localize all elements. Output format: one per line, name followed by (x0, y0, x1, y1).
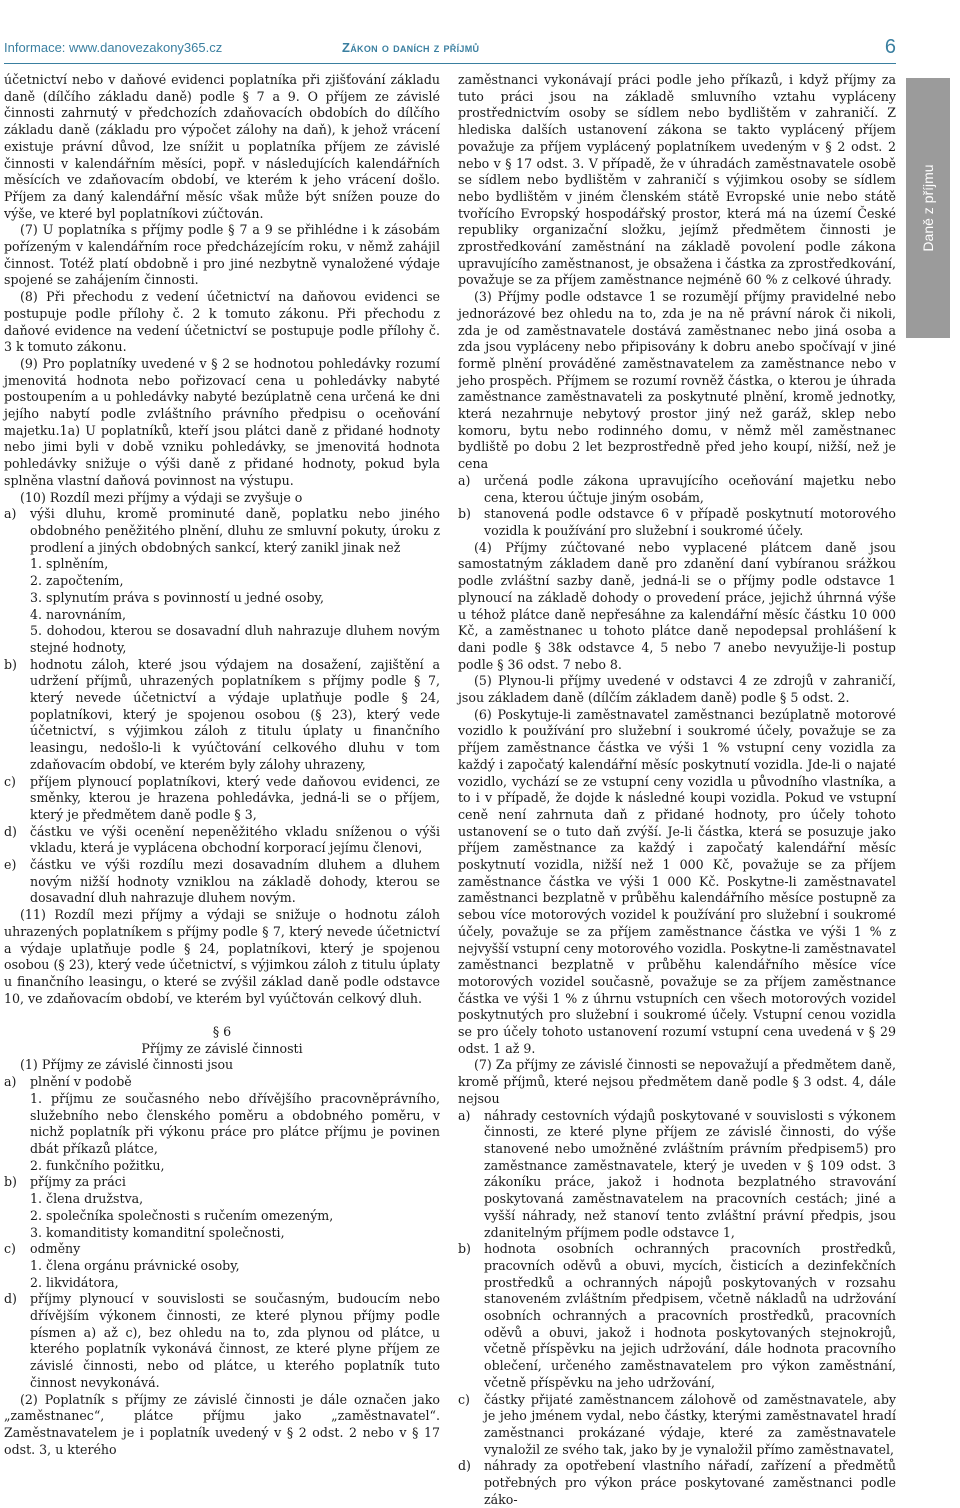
list-item-label: b) (458, 1241, 471, 1257)
section-gap (4, 1007, 440, 1024)
list-item (4, 1291, 440, 1391)
paragraph: (9) Pro poplatníky uvedené v § 2 se hodnotou pohledávky rozumí jmenovitá hodnota nebo pořizovací cena u pohledávky nabyté postoupením a u pohledávky nabyté bezúplatně cena určená ke dni jejího nabytí podle zvláštního právního předpisu o oceňování majetku.1a) U poplatníků, kteří jsou plátci daně z přidané hodnoty nebo jimi byli v době vzniku pohledávky, se jmenovitá hodnota pohledávky snižuje o výši daně z přidané hodnoty, pokud byla splněna vlastní daňová povinnost na výstupu. (4, 355, 440, 488)
sub-item: 3. komanditisty komanditní společnosti, (30, 1224, 285, 1240)
right-column (458, 72, 896, 1508)
paragraph: (8) Při přechodu z vedení účetnictví na daňovou evidenci se postupuje podle přílohy č. 2 k tomuto zákonu. Při přechodu z daňové evidence na vedení účetnictví se postupuje podle přílohy č. 3 k tomuto zákonu. (4, 289, 440, 355)
list-item (4, 774, 440, 824)
list-item-label: a) (4, 506, 17, 522)
paragraph: (7) Za příjmy ze závislé činnosti se nepovažují a předmětem daně, kromě příjmů, které nejsou předmětem daně podle § 3 odst. 4, dále nejsou (458, 1057, 896, 1106)
list-item-text: náhrady cestovních výdajů poskytované v souvislosti s výkonem činnosti, ze které plyne příjem ze závislé činnosti, do výše stanovené nebo umožněné zvláštním právním předpisem5) pro zaměstnance zaměstnavatele, který je uveden v § 109 odst. 3 zákoníku práce, jakož i hodnota bezplatného stravování poskytovaná zaměstnavatelem na pracovních cestách; jiné a vyšší náhrady, než stanoví tento zvláštní právní předpis, jsou zdanitelným příjmem podle odstavce 1, (484, 1107, 896, 1240)
paragraph: účetnictví nebo v daňové evidenci poplatníka při zjišťování základu daně (dílčího základu daně) podle § 7 a 9. O příjem ze závislé činnosti zahrnutý v předchozích zdaňovacích obdobích do dílčího základu daně (základu pro výpočet zálohy na daň), k jehož vrácení existuje právní důvod, lze snížit u poplatníka příjem ze závislé činnosti v kalendářním měsíci, popř. v následujících kalendářních měsících ve zdaňovacím období, ve kterém k jeho vrácení došlo. Příjem za daný kalendářní měsíc však může být snížen pouze do výše, ve které byl poplatníkovi zúčtován. (4, 72, 440, 221)
list-item (458, 1108, 896, 1242)
paragraph: (7) U poplatníka s příjmy podle § 7 a 9 se přihlédne i k zásobám pořízeným v kalendářním roce předcházejícím roku, v němž zahájil činnost. Totéž platí obdobně i pro jiné nezbytně vynaložené výdaje spojené se zahájením činnosti. (4, 222, 440, 288)
list-item-label: a) (458, 1107, 471, 1123)
list-item (4, 857, 440, 907)
paragraph: (5) Plynou-li příjmy uvedené v odstavci 4 ze zdrojů v zahraničí, jsou základem daně (dílčím základem daně) podle § 5 odst. 2. (458, 673, 896, 706)
sub-item: 1. příjmu ze současného nebo dřívějšího pracovněprávního, služebního nebo členského poměru a obdobného poměru, v nichž poplatník při výkonu práce pro plátce příjmu je povinen dbát příkazů plátce, (30, 1090, 440, 1156)
sub-item: 3. splynutím práva s povinností u jedné osoby, (30, 589, 325, 605)
list-item (458, 506, 896, 539)
list-item (4, 506, 440, 556)
list-item-text: stanovená podle odstavce 6 v případě poskytnutí motorového vozidla k používání pro služební i soukromé účely. (484, 506, 896, 538)
list-item (4, 824, 440, 857)
list-item-text: náhrady za opotřebení vlastního nářadí, zařízení a předmětů potřebných pro výkon práce poskytované zaměstnanci podle záko- (484, 1458, 896, 1507)
list-item-label: b) (4, 656, 17, 672)
list-item (4, 1174, 440, 1191)
list-item-label: e) (4, 857, 17, 873)
list-item (458, 1458, 896, 1508)
sub-item: 4. narovnáním, (30, 606, 127, 622)
sub-item: 1. člena družstva, (30, 1191, 144, 1207)
list-item-text: příjmy za práci (30, 1174, 126, 1190)
list-item-label: a) (4, 1074, 17, 1090)
list-item-text: příjem plynoucí poplatníkovi, který vede daňovou evidenci, ze směnky, kterou je hrazena pohledávka, jedná-li se o příjem, který je předmětem daně podle § 3, (30, 773, 440, 822)
sub-item: 2. společníka společnosti s ručením omezeným, (30, 1207, 334, 1223)
list-item-label: c) (458, 1391, 470, 1407)
list-item-text: plnění v podobě (30, 1074, 132, 1090)
list-item-label: c) (4, 773, 16, 789)
left-column (4, 72, 440, 1458)
list-item (4, 1241, 440, 1258)
list-item-label: c) (4, 1241, 16, 1257)
page-number: 6 (884, 36, 896, 58)
list-item-label: d) (458, 1458, 471, 1474)
side-tab-label: Daně z příjmu (920, 164, 936, 252)
paragraph: (3) Příjmy podle odstavce 1 se rozumějí příjmy pravidelné nebo jednorázové bez ohledu na to, zda je na ně právní nárok či nikoli, zda je od zaměstnavatele dostává zaměstnanec nebo jiná osoba a zda jsou vypláceny nebo připisovány k dobru anebo spočívají v jiné formě plnění prováděné zaměstnavatelem za zaměstnance nebo v jeho prospěch. Příjmem se rozumí rovněž částka, o kterou je úhrada zaměstnance zaměstnavateli za poskytnuté plnění, kromě jednotky, která nezahrnuje nebytový prostor jiný než garáž, sklep nebo komoru, bytu nebo rodinného domu, v němž měl zaměstnanec bydliště po dobu 2 let bezprostředně před jeho koupí, nižší, než je cena (458, 289, 896, 472)
sub-item: 2. likvidátora, (30, 1274, 119, 1290)
list-item (458, 1241, 896, 1391)
list-item-text: odměny (30, 1241, 81, 1257)
list-item (4, 657, 440, 774)
list-item-text: hodnotu záloh, které jsou výdajem na dosažení, zajištění a udržení příjmů, uhrazených poplatníkem s příjmy podle § 7, který nevede účetnictví a výdaje uplatňuje podle § 24, poplatníkovi, který je spojenou osobou (§ 23), který vede účetnictví, s výjimkou záloh z titulu úplaty u finančního leasingu, nedošlo-li k vyúčtování celkového dluhu v tom zdaňovacím období, ve kterém byly zálohy uhrazeny, (30, 656, 440, 772)
sub-item: 5. dohodou, kterou se dosavadní dluh nahrazuje dluhem novým stejné hodnoty, (30, 623, 440, 655)
header-rule (4, 63, 896, 64)
paragraph: (11) Rozdíl mezi příjmy a výdaji se snižuje o hodnotu záloh uhrazených poplatníkem s příjmy podle § 7, který nevede účetnictví a výdaje uplatňuje podle § 24, poplatníkovi, který je spojenou osobou (§ 23), který vede účetnictví, s výjimkou záloh z titulu úplaty u finančního leasingu, o které se zvýšil základ daně podle odstavce 10, ve zdaňovacím období, ve kterém byl vyúčtován celkový dluh. (4, 907, 440, 1006)
list-item (458, 473, 896, 506)
sub-item: 1. splněním, (30, 556, 109, 572)
list-item-label: d) (4, 1291, 17, 1307)
list-item-text: částku ve výši ocenění nepeněžitého vkladu sníženou o výši vkladu, která je vyplácena obchodní korporací jejímu členovi, (30, 823, 440, 856)
section-heading: § 6 (212, 1024, 232, 1040)
paragraph: (10) Rozdíl mezi příjmy a výdaji se zvyšuje o (20, 489, 303, 505)
list-item (4, 1074, 440, 1091)
list-item (458, 1392, 896, 1459)
list-item-text: částku ve výši rozdílu mezi dosavadním dluhem a dluhem novým nižší hodnoty vzniklou na základě dohody, kterou se dosavadní dluh nahrazuje dluhem novým. (30, 857, 440, 906)
list-item-label: a) (458, 472, 471, 488)
paragraph: (1) Příjmy ze závislé činnosti jsou (20, 1057, 234, 1073)
list-item-text: hodnota osobních ochranných pracovních prostředků, pracovních oděvů a obuvi, mycích, čisticích a dezinfekčních prostředků a ochranných nápojů poskytovaných v rozsahu stanoveném zvláštním předpisem, včetně nákladů na udržování osobních ochranných a pracovních prostředků, pracovních oděvů a obuvi, jakož i hodnota poskytovaných stejnokrojů, včetně příspěvku na jejich udržování, dále hodnota pracovního oblečení, určeného zaměstnavatelem pro výkon zaměstnání, včetně příspěvku na jeho udržování, (484, 1241, 896, 1390)
section-heading: Příjmy ze závislé činnosti (141, 1040, 303, 1056)
header-source: Informace: www.danovezakony365.cz (4, 40, 223, 55)
header-title: Zákon o daních z příjmů (342, 40, 480, 55)
sub-item: 2. funkčního požitku, (30, 1157, 165, 1173)
list-item-text: příjmy plynoucí v souvislosti se současným, budoucím nebo dřívějším výkonem činnosti, ze které plynou příjmy podle písmen a) až c), bez ohledu na to, zda plynou od plátce, u kterého poplatník vykonává činnost, ze které plyne příjem ze závislé činnosti, nebo od plátce, u kterého poplatník tuto činnost nevykonává. (30, 1291, 440, 1390)
sub-item: 2. započtením, (30, 573, 124, 589)
paragraph: (4) Příjmy zúčtované nebo vyplacené plátcem daně jsou samostatným základem daně pro zdanění daní vybíranou srážkou podle zvláštní sazby daně, jedná-li se o příjmy podle odstavce 1 plynoucí na základě dohody o provedení práce, jejichž úhrnná výše u téhož plátce daně nepřesáhne za kalendářní měsíc částku 10 000 Kč, a zaměstnanec u tohoto plátce daně nepodepsal prohlášení k dani podle § 38k odstavce 4, 5 nebo 7 anebo nevyužije-li postup podle § 36 odst. 7 nebo 8. (458, 539, 896, 672)
paragraph: (2) Poplatník s příjmy ze závislé činnosti je dále označen jako „zaměstnanec“, plátce příjmu jako „zaměstnavatel“. Zaměstnavatelem je i poplatník uvedený v § 2 odst. 2 nebo v § 17 odst. 3, u kterého (4, 1391, 440, 1457)
sub-item: 1. člena orgánu právnické osoby, (30, 1257, 240, 1273)
paragraph: (6) Poskytuje-li zaměstnavatel zaměstnanci bezúplatně motorové vozidlo k používání pro služební i soukromé účely, považuje se za příjem zaměstnance částka ve výši 1 % vstupní ceny vozidla za každý i započatý kalendářní měsíc poskytnutí vozidla. Jde-li o najaté vozidlo, vychází se ze vstupní ceny vozidla u původního vlastníka, a to i v případě, že dojde k následné koupi vozidla. Pokud ve vstupní ceně není zahrnuta daň z přidané hodnoty, pro účely tohoto ustanovení se o tuto daň zvýší. Je-li částka, která se posuzuje jako příjem zaměstnance za každý i započatý kalendářní měsíc poskytnutí vozidla, nižší než 1 000 Kč, považuje se za příjem zaměstnance částka ve výši 1 000 Kč. Poskytne-li zaměstnavatel zaměstnanci bezplatně v průběhu kalendářního měsíce postupně za sebou více motorových vozidel k používání pro služební i soukromé účely, považuje se za příjem zaměstnance částka ve výši 1 % z nejvyšší vstupní ceny motorového vozidla. Poskytne-li zaměstnavatel zaměstnanci bezplatně v průběhu kalendářního měsíce více motorových vozidel současně, považuje se za příjem zaměstnance částka ve výši 1 % z úhrnu vstupních cen všech motorových vozidel poskytnutých pro služební i soukromé účely. Vstupní cenou vozidla se pro účely tohoto ustanovení rozumí vstupní cena uvedená v § 29 odst. 1 až 9. (458, 706, 896, 1056)
paragraph: zaměstnanci vykonávají práci podle jeho příkazů, i když příjmy za tuto práci jsou na základě smluvního vztahu vypláceny prostřednictvím osoby se sídlem nebo bydlištěm v zahraničí. Z hlediska dalších ustanovení zákona se takto vyplácený příjem považuje za příjem vyplácený poplatníkem uvedeným v § 2 odst. 2 nebo v § 17 odst. 3. V případě, že v úhradách zaměstnavatele osobě se sídlem nebo bydlištěm v zahraničí s výjimkou osoby se sídlem nebo bydlištěm v jiném členském státě Evropské unie nebo státě tvořícího Evropský hospodářský prostor, která má na území České republiky organizační složku, jejímž předmětem činnosti je zprostředkování zaměstnání na základě povolení podle zákona upravujícího zaměstnanost, je obsažena i částka za zprostředkování, považuje se za příjem zaměstnance nejméně 60 % z celkové úhrady. (458, 72, 896, 288)
page-header (4, 38, 896, 60)
list-item-label: b) (4, 1174, 17, 1190)
list-item-label: d) (4, 823, 17, 839)
list-item-text: výši dluhu, kromě prominuté daně, poplatku nebo jiného obdobného peněžitého plnění, dluhu ze smluvní pokuty, úroku z prodlení a jiných obdobných sankcí, který zanikl jinak než (30, 506, 440, 555)
list-item-label: b) (458, 506, 471, 522)
side-tab (906, 78, 950, 338)
list-item-text: částky přijaté zaměstnancem zálohově od zaměstnavatele, aby je jeho jménem vydal, nebo částky, kterými zaměstnavatel hradí zaměstnanci prokázané výdaje, které za zaměstnavatele vynaložil ze svého tak, jako by je vynaložil přímo zaměstnavatel, (484, 1391, 896, 1457)
list-item-text: určená podle zákona upravujícího oceňování majetku nebo cena, kterou účtuje jiným osobám, (484, 472, 896, 505)
